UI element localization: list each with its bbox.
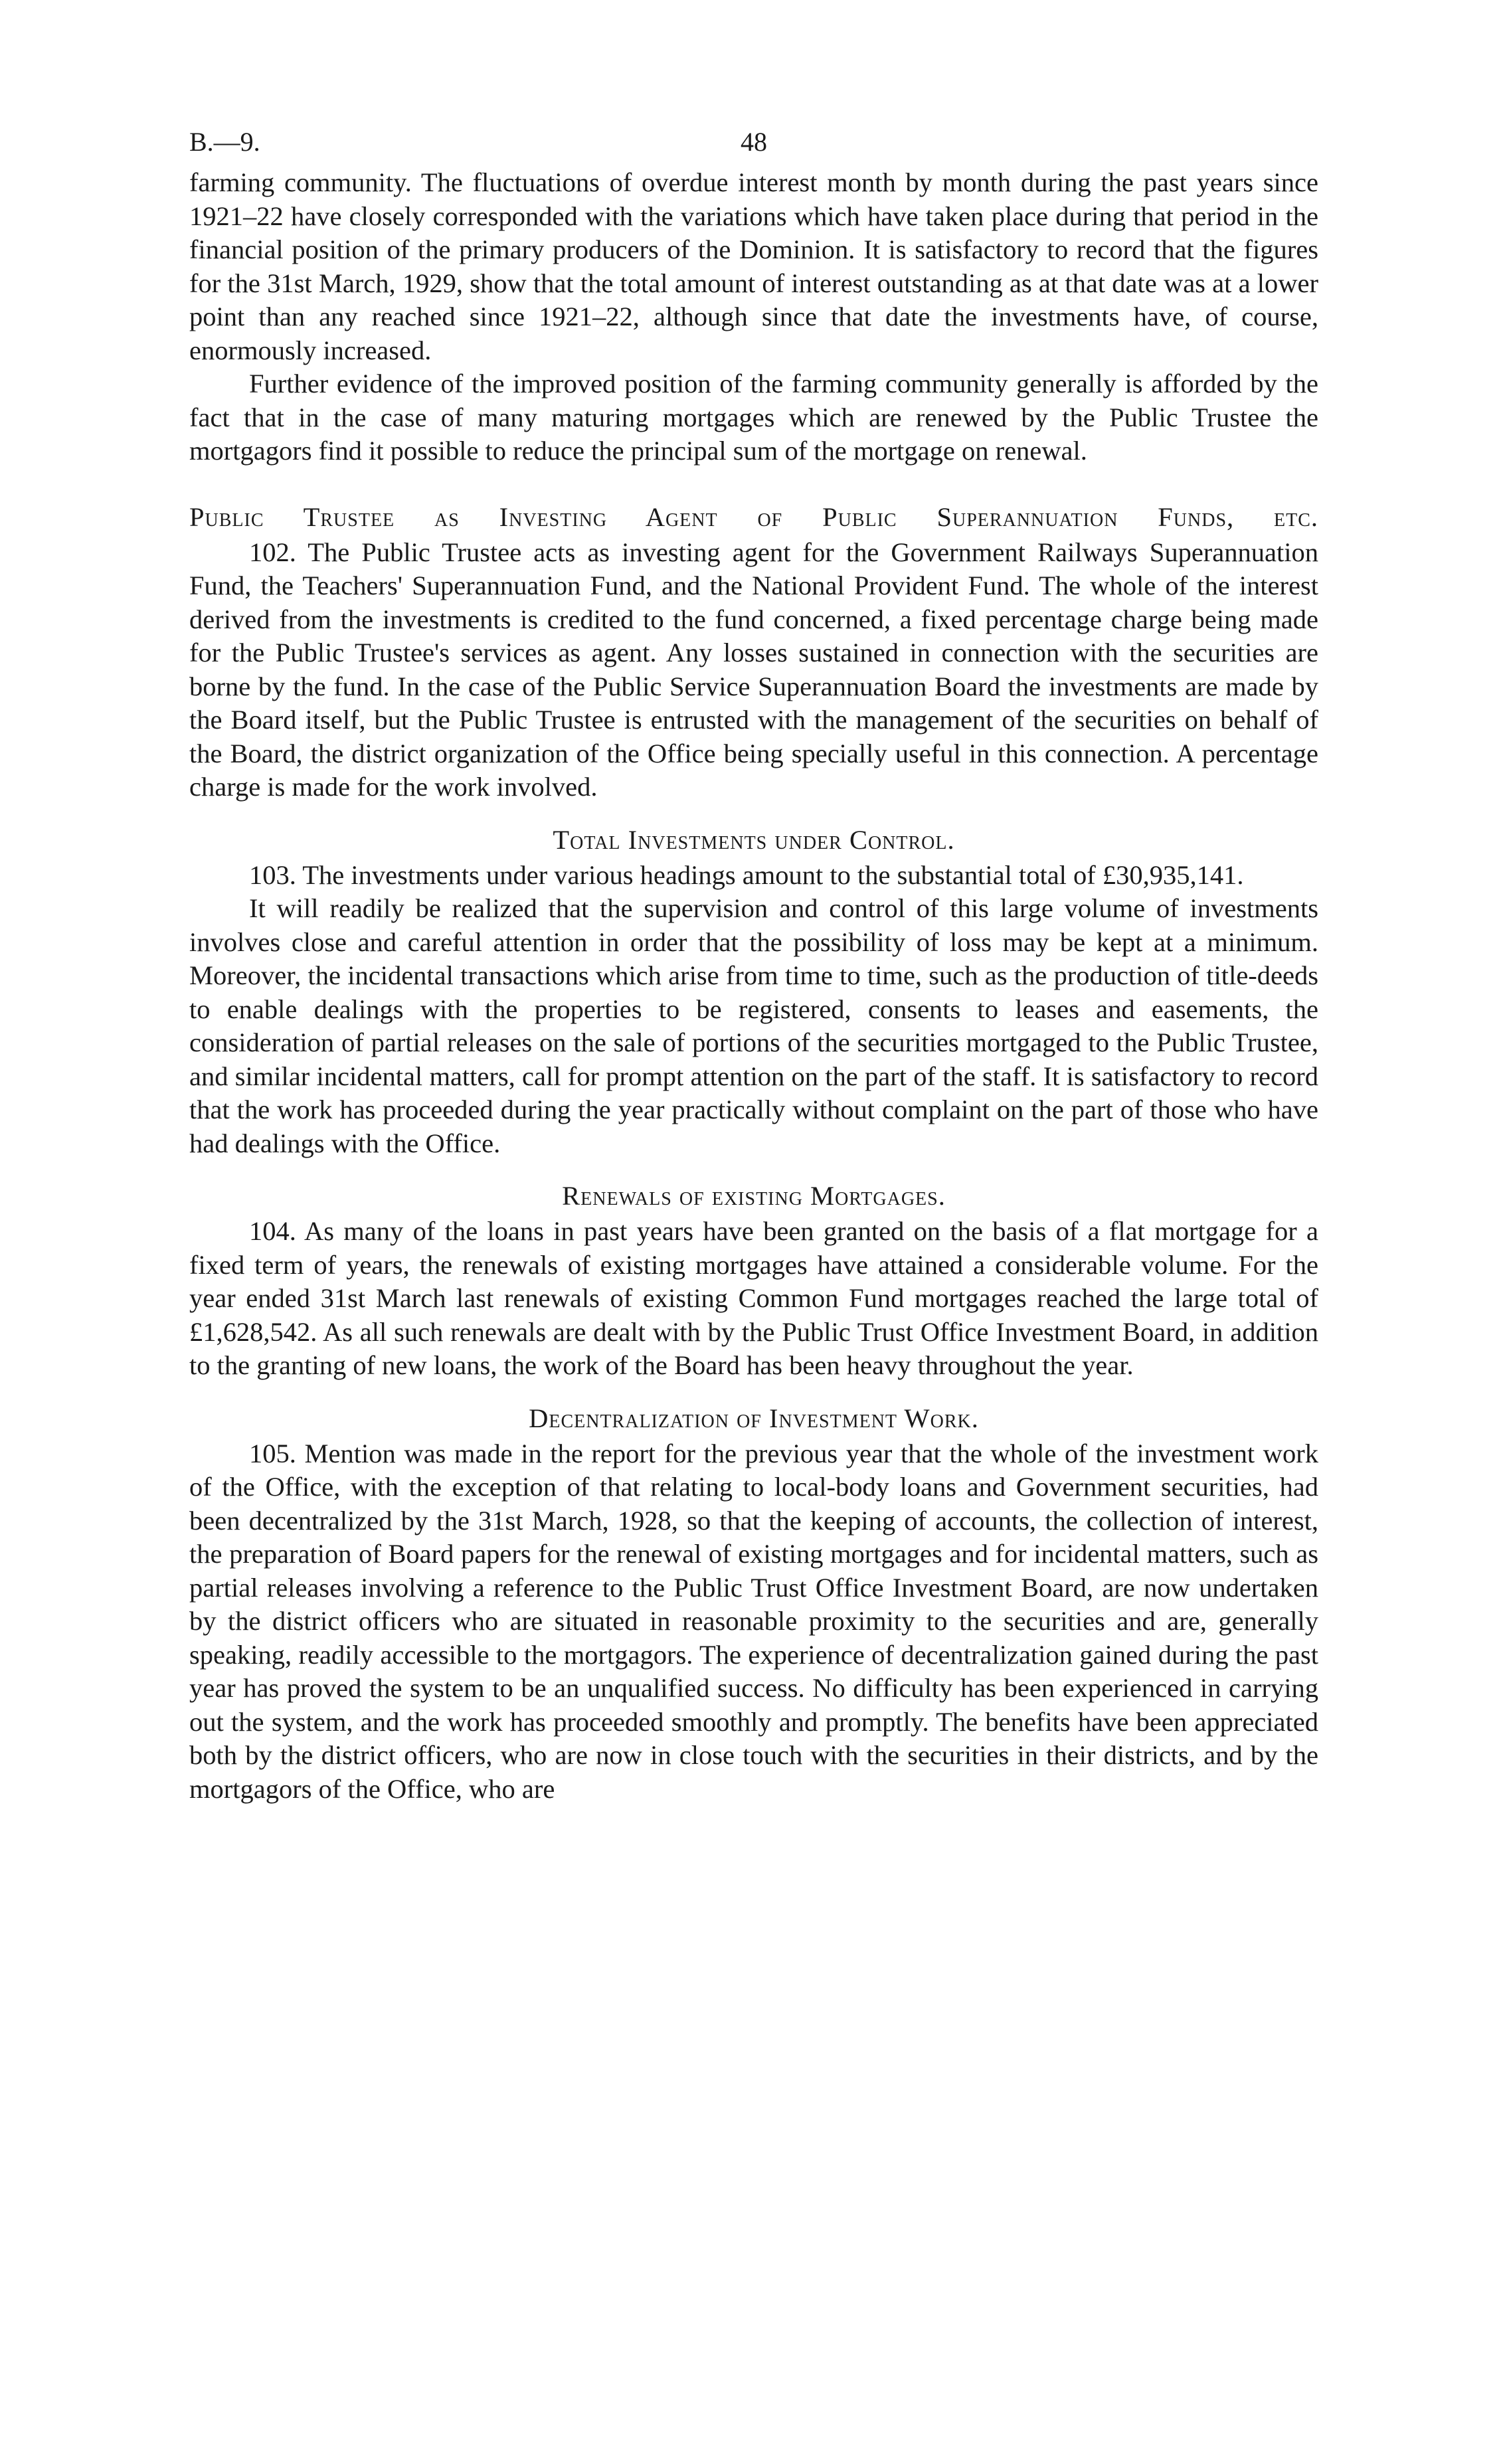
paragraph-102: 102. The Public Trustee acts as investing agent for the Government Railways Superannuation Fund, the Teachers' Superannuation Fund, and the National Provident Fund. The whole of the interest derived from the investments is credited to the fund concerned, a fixed percentage charge being made for the Public Trustee's services as agent. Any losses sustained in connection with the securities are borne by the fund. In the case of the Public Service Superannuation Board the investments are made by the Board itself, but the Public Trustee is entrusted with the management of the securities on behalf of the Board, the district organization of the Office being specially useful in this connection. A percentage charge is made for the work involved. [189,537,1318,802]
paragraph-103: 103. The investments under various headings amount to the substantial total of £30,935,141. [249,859,1244,890]
section-heading-total-investments: Total Investments under Control. [553,824,955,855]
document-page [189,126,1318,1806]
section-heading-decentralization: Decentralization of Investment Work. [529,1403,979,1433]
section-heading-investing-agent: Public Trustee as Investing Agent of Public Superannuation Funds, etc. [189,501,1318,532]
paragraph-105: 105. Mention was made in the report for the previous year that the whole of the investment work of the Office, with the exception of that relating to local-body loans and Government securities, had been decentralized by the 31st March, 1928, so that the keeping of accounts, the collection of interest, the preparation of Board papers for the renewal of existing mortgages and for incidental matters, such as partial releases involving a reference to the Public Trust Office Investment Board, are now undertaken by the district officers who are situated in reasonable proximity to the securities and are, generally speaking, readily accessible to the mortgagors. The experience of decentralization gained during the past year has proved the system to be an unqualified success. No difficulty has been experienced in carrying out the system, and the work has proceeded smoothly and promptly. The benefits have been appreciated both by the district officers, who are now in close touch with the securities in their districts, and by the mortgagors of the Office, who are [189,1438,1318,1804]
paragraph-farming-community: farming community. The fluctuations of overdue interest month by month during the past years since 1921–22 have closely corresponded with the variations which have taken place during that period in the financial position of the primary producers of the Dominion. It is satisfactory to record that the figures for the 31st March, 1929, show that the total amount of interest outstanding as at that date was at a lower point than any reached since 1921–22, although since that date the investments have, of course, enormously increased. [189,167,1318,365]
paragraph-supervision: It will readily be realized that the supervision and control of this large volume of investments involves close and careful attention in order that the possibility of loss may be kept at a minimum. Moreover, the incidental transactions which arise from time to time, such as the production of title-deeds to enable dealings with the properties to be registered, consents to leases and easements, the consideration of partial releases on the sale of portions of the securities mortgaged to the Public Trustee, and similar incidental matters, call for prompt attention on the part of the staff. It is satisfactory to record that the work has proceeded during the year practically without complaint on the part of those who have had dealings with the Office. [189,893,1318,1158]
page-header [189,126,1318,166]
paragraph-104: 104. As many of the loans in past years have been granted on the basis of a flat mortgage for a fixed term of years, the renewals of existing mortgages have attained a considerable volume. For the year ended 31st March last renewals of existing Common Fund mortgages reached the large total of £1,628,542. As all such renewals are dealt with by the Public Trust Office Investment Board, in addition to the granting of new loans, the work of the Board has been heavy throughout the year. [189,1216,1318,1380]
paragraph-further-evidence: Further evidence of the improved position of the farming community generally is afforded by the fact that in the case of many maturing mortgages which are renewed by the Public Trustee the mortgagors find it possible to reduce the principal sum of the mortgage on renewal. [189,369,1318,466]
section-heading-renewals: Renewals of existing Mortgages. [562,1181,946,1211]
document-reference: B.—9. [189,127,260,157]
page-number: 48 [741,127,767,157]
